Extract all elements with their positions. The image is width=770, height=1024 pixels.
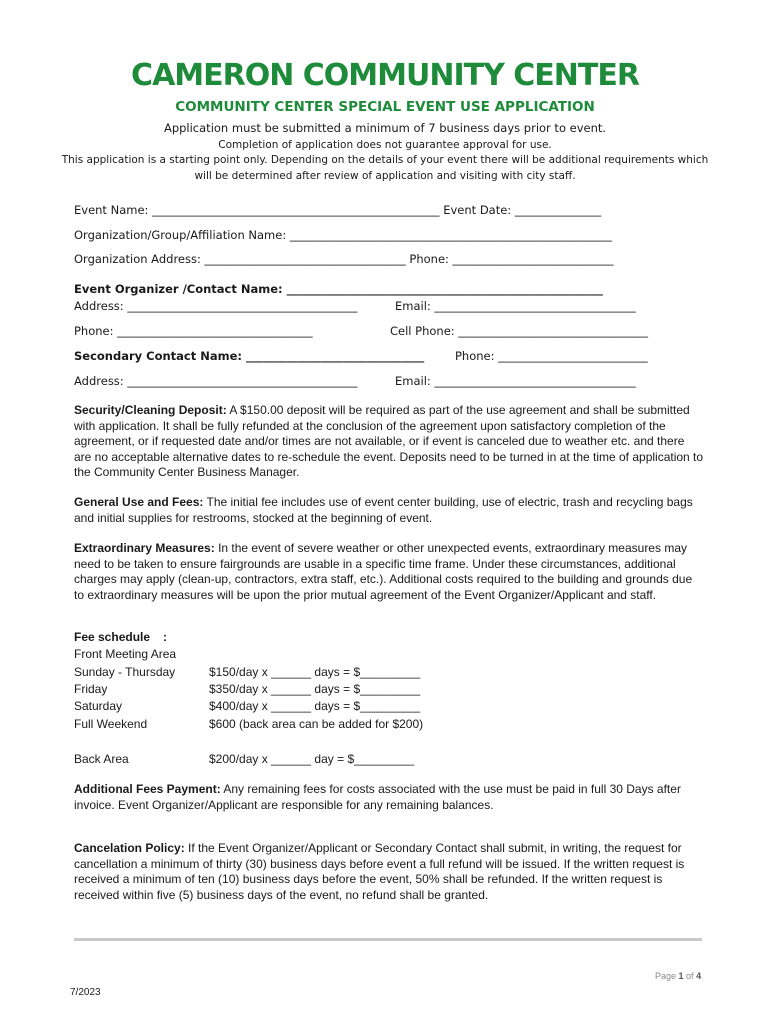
fee-row-label: Friday xyxy=(74,682,108,696)
notice-approval: Completion of application does not guarantee approval for use. xyxy=(218,139,552,151)
notice-review: will be determined after review of application and visiting with city staff. xyxy=(194,170,576,182)
fee-row-label: Sunday - Thursday xyxy=(74,665,176,679)
cancelation-policy-section xyxy=(74,841,704,903)
secondary-contact-field[interactable]: Secondary Contact Name: _______________________________ xyxy=(74,349,425,363)
fee-row-label: Full Weekend xyxy=(74,717,148,731)
fee-row-value[interactable]: $400/day x ______ days = $_________ xyxy=(209,699,421,713)
deposit-section xyxy=(74,403,704,481)
secondary-address-field[interactable]: Address: ________________________________________ xyxy=(74,374,358,388)
secondary-email-field[interactable]: Email: ___________________________________ xyxy=(395,374,636,388)
general-use-heading: General Use and Fees: xyxy=(74,495,204,509)
notice-deadline: Application must be submitted a minimum of 7 business days prior to event. xyxy=(163,121,607,135)
organizer-cell-phone-field[interactable]: Cell Phone: _________________________________ xyxy=(390,324,649,338)
event-name-field[interactable]: Event Name: __________________________________________________ Event Date: _______________ xyxy=(74,203,602,217)
organizer-email-field[interactable]: Email: ___________________________________ xyxy=(395,299,636,313)
additional-fees-section xyxy=(74,782,704,813)
fee-row-value[interactable]: $150/day x ______ days = $_________ xyxy=(209,665,421,679)
general-use-section xyxy=(74,495,704,526)
fee-row-value[interactable]: $350/day x ______ days = $_________ xyxy=(209,682,421,696)
additional-fees-heading: Additional Fees Payment: xyxy=(74,782,221,796)
fee-schedule-heading: Fee schedule xyxy=(74,630,151,644)
extraordinary-measures-heading: Extraordinary Measures: xyxy=(74,541,215,555)
extraordinary-measures-section xyxy=(74,541,704,603)
application-subtitle: COMMUNITY CENTER SPECIAL EVENT USE APPLICATION xyxy=(175,99,595,115)
back-area-label: Back Area xyxy=(74,752,129,766)
front-meeting-area-label: Front Meeting Area xyxy=(74,647,177,661)
revision-date: 7/2023 xyxy=(70,987,101,998)
general-use-text: The initial fee includes use of event center building, use of electric, trash and recycling bags and initial supplies for restrooms, stocked at the beginning of event. xyxy=(74,495,693,525)
fee-row-value: $600 (back area can be added for $200) xyxy=(209,717,424,731)
deposit-heading: Security/Cleaning Deposit: xyxy=(74,403,227,417)
organizer-address-field[interactable]: Address: ________________________________________ xyxy=(74,299,358,313)
organizer-phone-field[interactable]: Phone: __________________________________ xyxy=(74,324,313,338)
notice-requirements: This application is a starting point only. Depending on the details of your event there will be additional requirements which xyxy=(61,154,709,166)
organization-address-field[interactable]: Organization Address: ___________________________________ Phone: ____________________________ xyxy=(74,252,614,266)
secondary-phone-field[interactable]: Phone: __________________________ xyxy=(455,349,648,363)
organizer-name-field[interactable]: Event Organizer /Contact Name: _______________________________________________________ xyxy=(74,282,603,296)
fee-row-label: Saturday xyxy=(74,699,123,713)
additional-fees-text: Any remaining fees for costs associated with the use must be paid in full 30 Days after invoice. Event Organizer/Applicant are responsible for any remaining balances. xyxy=(74,782,681,812)
extraordinary-measures-text: In the event of severe weather or other unexpected events, extraordinary measures may need to be taken to ensure fairgrounds are usable in a specific time frame. Under these circumstances, additional charges may apply (clean-up, contractors, extra staff, etc.). Additional costs required to the building and grounds due to extraordinary measures will be upon the prior mutual agreement of the Event Organizer/Applicant and staff. xyxy=(74,541,693,602)
organization-name-field[interactable]: Organization/Group/Affiliation Name: ________________________________________________________ xyxy=(74,228,612,242)
footer-divider xyxy=(74,938,702,941)
cancelation-policy-heading: Cancelation Policy: xyxy=(74,841,185,855)
cancelation-policy-text: If the Event Organizer/Applicant or Secondary Contact shall submit, in writing, the request for cancellation a minimum of thirty (30) business days before event a full refund will be issued. If the written request is received a minimum of ten (10) business days before the event, 50% shall be refunded. If the written request is received within five (5) business days of the event, no refund shall be granted. xyxy=(74,841,685,902)
deposit-text: A $150.00 deposit will be required as part of the use agreement and shall be submitted with application. It shall be fully refunded at the conclusion of the agreement upon satisfactory completion of the agreement, or if requested date and/or times are not available, or if event is canceled due to weather etc. and there are no acceptable alternative dates to re-schedule the event. Deposits need to be turned in at the time of application to the Community Center Business Manager. xyxy=(74,403,704,479)
fee-schedule-colon: : xyxy=(163,630,167,644)
page-number: Page 1 of 4 xyxy=(655,971,702,981)
back-area-value[interactable]: $200/day x ______ day = $_________ xyxy=(209,752,415,766)
center-title: CAMERON COMMUNITY CENTER xyxy=(131,58,639,93)
